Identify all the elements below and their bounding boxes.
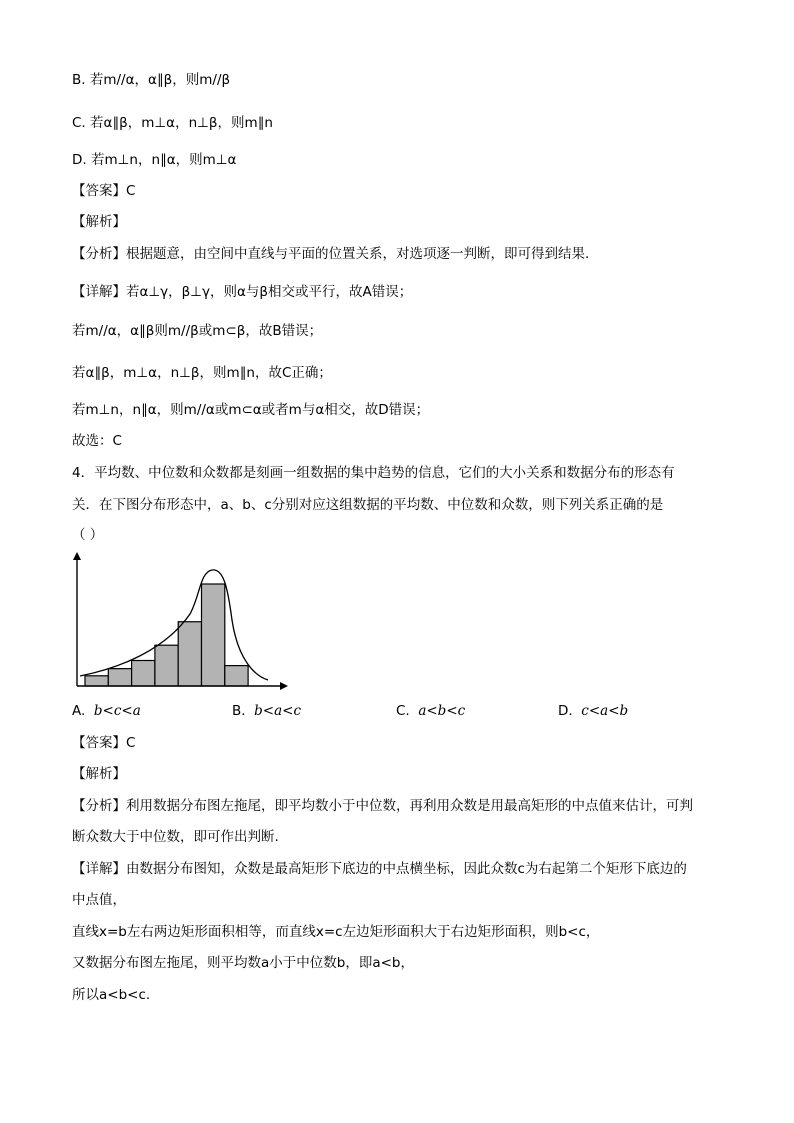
x-axis-arrow — [280, 682, 288, 690]
solution-line-3: 断众数大于中位数，即可作出判断. — [72, 829, 279, 845]
choice-d-label: D. — [558, 703, 573, 719]
choice-a-label: A. — [72, 703, 86, 719]
text-line-10: 故选：C — [72, 433, 122, 449]
text-line-2: D. 若m⊥n，n∥α，则m⊥α — [72, 152, 237, 168]
histogram-bar-5 — [178, 622, 201, 686]
choice-a — [72, 701, 141, 721]
text-line-7: 若m//α，α∥β则m//β或m⊂β，故B错误； — [72, 323, 323, 339]
solution-line-2: 【分析】利用数据分布图左拖尾，即平均数小于中位数，再利用众数是用最高矩形的中点值来估计，可判 — [72, 798, 693, 814]
solution-line-0: 【答案】C — [72, 735, 136, 751]
solution-line-6: 直线x=b左右两边矩形面积相等，而直线x=c左边矩形面积大于右边矩形面积，则b<c， — [72, 924, 600, 940]
text-line-9: 若m⊥n，n∥α，则m//α或m⊂α或者m与α相交，故D错误； — [72, 402, 430, 418]
histogram-bar-4 — [155, 645, 178, 686]
solution-line-5: 中点值， — [72, 892, 126, 908]
histogram-bar-3 — [132, 661, 155, 687]
solution-line-8: 所以a<b<c. — [72, 987, 151, 1003]
histogram-bar-2 — [108, 669, 131, 686]
choice-c-expr: a<b<c — [418, 703, 466, 719]
choice-a-expr: b<c<a — [93, 703, 141, 719]
text-line-11: 4．平均数、中位数和众数都是刻画一组数据的集中趋势的信息，它们的大小关系和数据分布的形态有 — [72, 465, 675, 481]
histogram-bar-7 — [225, 666, 248, 686]
density-curve — [80, 570, 268, 680]
choice-d — [558, 701, 628, 721]
choice-c — [396, 701, 465, 721]
text-line-8: 若α∥β，m⊥α，n⊥β，则m∥n，故C正确； — [72, 365, 332, 381]
solution-line-4: 【详解】由数据分布图知，众数是最高矩形下底边的中点横坐标，因此众数c为右起第二个矩形下底边的 — [72, 861, 687, 877]
y-axis-arrow — [73, 552, 81, 560]
choice-c-label: C. — [396, 703, 410, 719]
choice-b — [232, 701, 301, 721]
text-line-1: C. 若α∥β，m⊥α，n⊥β，则m∥n — [72, 115, 273, 131]
choice-b-label: B. — [232, 703, 246, 719]
choice-b-expr: b<a<c — [254, 703, 302, 719]
histogram-bar-6 — [202, 584, 225, 686]
text-line-4: 【解析】 — [72, 214, 126, 230]
histogram-bar-1 — [85, 676, 108, 686]
text-line-12: 关．在下图分布形态中，a、b、c分别对应这组数据的平均数、中位数和众数，则下列关系正确的是 — [72, 497, 664, 513]
text-line-5: 【分析】根据题意，由空间中直线与平面的位置关系，对选项逐一判断，即可得到结果. — [72, 246, 590, 262]
text-line-0: B. 若m//α，α∥β，则m//β — [72, 72, 231, 88]
solution-line-7: 又数据分布图左拖尾，则平均数a小于中位数b，即a<b， — [72, 955, 414, 971]
text-line-13: （ ） — [72, 527, 104, 543]
choice-d-expr: c<a<b — [581, 703, 629, 719]
solution-line-1: 【解析】 — [72, 766, 126, 782]
text-line-6: 【详解】若α⊥γ，β⊥γ，则α与β相交或平行，故A错误； — [72, 284, 413, 300]
text-line-3: 【答案】C — [72, 183, 136, 199]
